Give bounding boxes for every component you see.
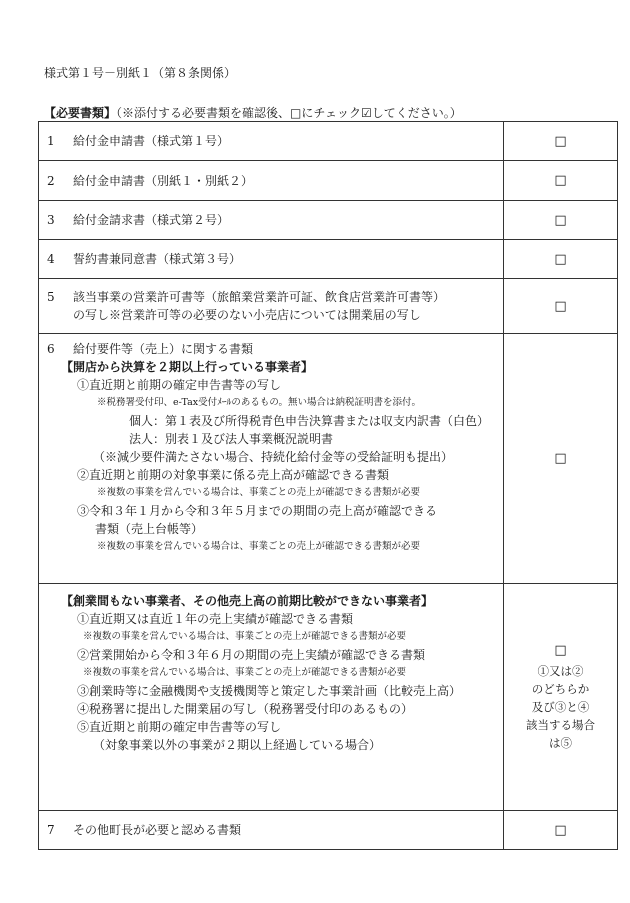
section-b-note-1: ※複数の事業を営んでいる場合は、事業ごとの売上が確認できる書類が必要 [83, 631, 407, 642]
required-docs-heading [44, 104, 462, 121]
section-a-item-1: ①直近期と前期の確定申告書等の写し [77, 378, 282, 392]
section-b-item-4: ④税務署に提出した開業届の写し（税務署受付印のあるもの） [77, 702, 414, 716]
check-note-line: 該当する場合 [526, 717, 595, 732]
section-b-item-2: ②営業開始から令和３年６月の期間の売上実績が確認できる書類 [77, 648, 426, 662]
row-label: 誓約書兼同意書（様式第３号） [73, 252, 242, 266]
table-row [39, 240, 618, 279]
row-2-check-cell [504, 161, 618, 201]
table-row [39, 334, 618, 584]
section-a-note-1: ※税務署受付印、e-Tax受付ﾒｰﾙのあるもの。無い場合は納税証明書を添付。 [97, 397, 421, 408]
section-a-note-2: （※減少要件満たさない場合、持続化給付金等の受給証明も提出） [93, 450, 454, 464]
row-label: 給付金請求書（様式第２号） [73, 213, 230, 227]
checkbox[interactable]: □ [554, 251, 567, 267]
required-documents-table [38, 121, 618, 850]
row-7-text [39, 811, 504, 850]
table-row [39, 161, 618, 201]
row-label: 給付要件等（売上）に関する書類 [73, 342, 254, 356]
section-a-personal: 個人：第１表及び所得税青色申告決算書または収支内訳書（白色） [129, 414, 490, 428]
table-row [39, 201, 618, 240]
row-label: 給付金申請書（別紙１・別紙２） [73, 173, 254, 188]
row-number: 6 [47, 342, 55, 356]
section-a-item-3-continued: 書類（売上台帳等） [95, 522, 204, 536]
row-number: 3 [47, 213, 55, 227]
section-b-item-1: ①直近期又は直近１年の売上実績が確認できる書類 [77, 612, 354, 626]
row-4-check-cell [504, 240, 618, 279]
row-number: 4 [47, 252, 55, 266]
table-row [39, 584, 618, 811]
heading-note: （※添付する必要書類を確認後、□にチェック☑してください。） [116, 106, 462, 120]
section-b-header: 【創業間もない事業者、その他売上高の前期比較ができない事業者】 [61, 594, 434, 608]
section-a-corporate: 法人：別表１及び法人事業概況説明書 [129, 432, 334, 446]
row-number: 7 [47, 823, 55, 837]
checkbox[interactable]: □ [554, 451, 567, 466]
section-a-header: 【開店から決算を２期以上行っている事業者】 [61, 360, 314, 374]
row-5-text [39, 279, 504, 334]
heading-label: 【必要書類】 [44, 106, 117, 120]
row-4-text [39, 240, 504, 279]
checkbox[interactable]: □ [554, 133, 567, 149]
row-7-check-cell [504, 811, 618, 850]
row-number: 1 [47, 134, 55, 148]
section-b-note-2: ※複数の事業を営んでいる場合は、事業ごとの売上が確認できる書類が必要 [83, 667, 407, 678]
checkbox[interactable]: □ [554, 173, 567, 188]
row-5-check-cell [504, 279, 618, 334]
checkbox[interactable]: □ [554, 212, 567, 228]
section-a-note-3: ※複数の事業を営んでいる場合は、事業ごとの売上が確認できる書類が必要 [97, 487, 421, 498]
section-b-item-5-note: （対象事業以外の事業が２期以上経過している場合） [93, 738, 382, 752]
row-1-check-cell [504, 122, 618, 161]
row-6b-text [39, 584, 504, 811]
row-label-continued: の写し※営業許可等の必要のない小売店については開業届の写し [73, 308, 421, 322]
form-title: 様式第１号－別紙１（第８条関係） [44, 66, 237, 80]
section-a-item-3: ③令和３年１月から令和３年５月までの期間の売上高が確認できる [77, 504, 438, 518]
table-row [39, 811, 618, 850]
row-label: 給付金申請書（様式第１号） [73, 134, 230, 148]
table-row [39, 279, 618, 334]
table-row [39, 122, 618, 161]
check-note-line: ①又は② [537, 663, 584, 678]
row-6-text [39, 334, 504, 584]
row-label: その他町長が必要と認める書類 [73, 823, 242, 837]
row-number: 2 [47, 173, 55, 188]
row-2-text [39, 161, 504, 201]
row-label: 該当事業の営業許可書等（旅館業営業許可証、飲食店営業許可書等） [73, 290, 446, 304]
row-3-check-cell [504, 201, 618, 240]
section-b-item-5: ⑤直近期と前期の確定申告書等の写し [77, 720, 282, 734]
checkbox[interactable]: □ [554, 642, 567, 658]
section-a-note-4: ※複数の事業を営んでいる場合は、事業ごとの売上が確認できる書類が必要 [97, 541, 421, 552]
row-6b-check-cell [504, 584, 618, 811]
row-6-check-cell [504, 334, 618, 584]
check-note-line: のどちらか [531, 681, 590, 696]
row-1-text [39, 122, 504, 161]
section-b-item-3: ③創業時等に金融機関や支援機関等と策定した事業計画（比較売上高） [77, 684, 462, 698]
checkbox[interactable]: □ [554, 298, 567, 314]
section-a-item-2: ②直近期と前期の対象事業に係る売上高が確認できる書類 [77, 468, 390, 482]
row-number: 5 [47, 290, 55, 304]
check-note-line: は⑤ [549, 735, 572, 750]
checkbox[interactable]: □ [554, 822, 567, 838]
check-note-line: 及び③と④ [531, 699, 590, 714]
row-3-text [39, 201, 504, 240]
